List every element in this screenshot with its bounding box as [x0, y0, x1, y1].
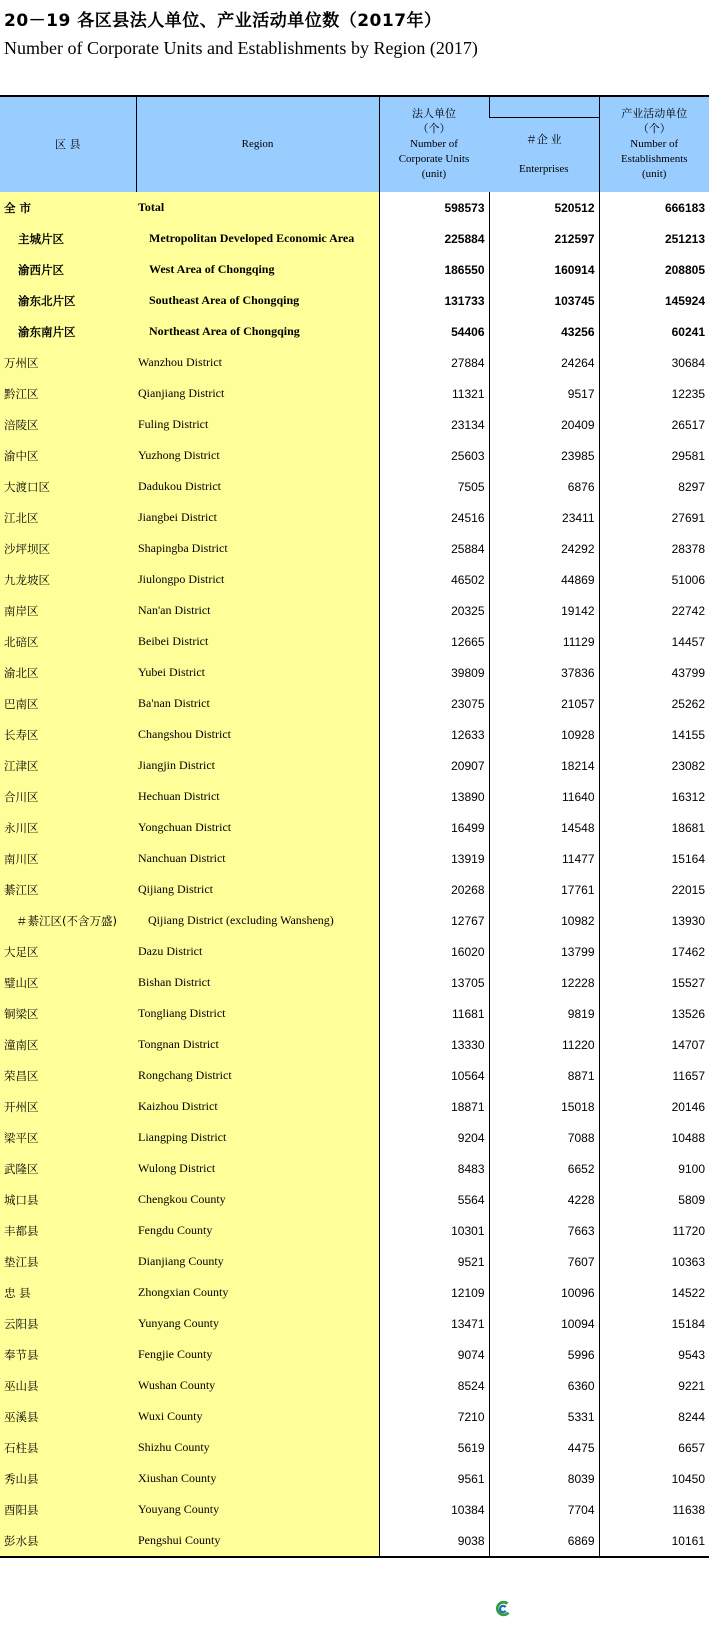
establishments-value: 9221	[599, 1370, 709, 1401]
table-header	[0, 96, 709, 192]
region-name-en: Liangping District	[136, 1122, 379, 1153]
corporate-units-value: 9074	[379, 1339, 489, 1370]
table-row	[0, 502, 709, 533]
region-name-zh: 永川区	[0, 812, 136, 843]
enterprises-value: 212597	[489, 223, 599, 254]
establishments-value: 14155	[599, 719, 709, 750]
region-name-zh: 开州区	[0, 1091, 136, 1122]
enterprises-value: 11129	[489, 626, 599, 657]
enterprises-value: 11477	[489, 843, 599, 874]
table-row	[0, 1029, 709, 1060]
establishments-value: 666183	[599, 192, 709, 223]
corporate-units-value: 10384	[379, 1494, 489, 1525]
corporate-units-value: 11321	[379, 378, 489, 409]
table-row	[0, 843, 709, 874]
header-ent-en: Enterprises	[519, 163, 569, 175]
region-name-zh: 涪陵区	[0, 409, 136, 440]
establishments-value: 14707	[599, 1029, 709, 1060]
table-row	[0, 905, 709, 936]
region-name-en: Pengshui County	[136, 1525, 379, 1557]
establishments-value: 25262	[599, 688, 709, 719]
enterprises-value: 23411	[489, 502, 599, 533]
enterprises-value: 18214	[489, 750, 599, 781]
region-name-en: Qianjiang District	[136, 378, 379, 409]
table-row	[0, 223, 709, 254]
enterprises-value: 7607	[489, 1246, 599, 1277]
corporate-units-value: 39809	[379, 657, 489, 688]
enterprises-value: 11220	[489, 1029, 599, 1060]
enterprises-value: 24292	[489, 533, 599, 564]
enterprises-value: 6360	[489, 1370, 599, 1401]
enterprises-value: 4228	[489, 1184, 599, 1215]
corporate-units-value: 25884	[379, 533, 489, 564]
region-name-en: Wuxi County	[136, 1401, 379, 1432]
corporate-units-value: 9204	[379, 1122, 489, 1153]
table-row	[0, 874, 709, 905]
corporate-units-value: 9561	[379, 1463, 489, 1494]
region-name-en: Kaizhou District	[136, 1091, 379, 1122]
region-name-en: Dianjiang County	[136, 1246, 379, 1277]
table-row	[0, 347, 709, 378]
region-name-zh: 潼南区	[0, 1029, 136, 1060]
establishments-value: 13526	[599, 998, 709, 1029]
region-name-zh: 巫山县	[0, 1370, 136, 1401]
region-name-en: Qijiang District	[136, 874, 379, 905]
region-name-zh: 北碚区	[0, 626, 136, 657]
corporate-units-value: 13890	[379, 781, 489, 812]
establishments-value: 9100	[599, 1153, 709, 1184]
enterprises-value: 13799	[489, 936, 599, 967]
table-row	[0, 688, 709, 719]
establishments-value: 51006	[599, 564, 709, 595]
corporate-units-value: 7505	[379, 471, 489, 502]
header-establishments	[599, 96, 709, 192]
corporate-units-value: 10301	[379, 1215, 489, 1246]
table-row	[0, 192, 709, 223]
region-name-zh: 江北区	[0, 502, 136, 533]
establishments-value: 11638	[599, 1494, 709, 1525]
region-name-zh: 渝北区	[0, 657, 136, 688]
corporate-units-value: 225884	[379, 223, 489, 254]
header-est-unit-zh: （个）	[637, 123, 671, 135]
region-name-en: Tongliang District	[136, 998, 379, 1029]
region-name-en: Rongchang District	[136, 1060, 379, 1091]
region-name-en: Shapingba District	[136, 533, 379, 564]
corporate-units-value: 131733	[379, 285, 489, 316]
enterprises-value: 43256	[489, 316, 599, 347]
establishments-value: 11657	[599, 1060, 709, 1091]
table-row	[0, 936, 709, 967]
region-name-en: Ba'nan District	[136, 688, 379, 719]
enterprises-value: 8039	[489, 1463, 599, 1494]
enterprises-value: 15018	[489, 1091, 599, 1122]
corporate-units-value: 13471	[379, 1308, 489, 1339]
enterprises-value: 7088	[489, 1122, 599, 1153]
enterprises-value: 12228	[489, 967, 599, 998]
establishments-value: 6657	[599, 1432, 709, 1463]
table-row	[0, 750, 709, 781]
corporate-units-value: 598573	[379, 192, 489, 223]
enterprises-value: 10096	[489, 1277, 599, 1308]
table-row	[0, 1153, 709, 1184]
table-row	[0, 378, 709, 409]
header-est-en-1: Number of	[630, 138, 679, 150]
stats-logo-icon	[494, 1600, 512, 1618]
establishments-value: 23082	[599, 750, 709, 781]
establishments-value: 43799	[599, 657, 709, 688]
establishments-value: 18681	[599, 812, 709, 843]
table-row	[0, 1277, 709, 1308]
corporate-units-value: 10564	[379, 1060, 489, 1091]
corporate-units-value: 13919	[379, 843, 489, 874]
table-row	[0, 471, 709, 502]
establishments-value: 30684	[599, 347, 709, 378]
enterprises-value: 5996	[489, 1339, 599, 1370]
table-row	[0, 1091, 709, 1122]
region-name-en: Yuzhong District	[136, 440, 379, 471]
establishments-value: 22742	[599, 595, 709, 626]
region-name-zh: 綦江区	[0, 874, 136, 905]
corporate-units-value: 12633	[379, 719, 489, 750]
corporate-units-value: 23075	[379, 688, 489, 719]
region-name-zh: 主城片区	[0, 223, 136, 254]
region-name-en: Tongnan District	[136, 1029, 379, 1060]
table-row	[0, 409, 709, 440]
region-name-en: Wulong District	[136, 1153, 379, 1184]
region-name-en: Yubei District	[136, 657, 379, 688]
enterprises-value: 11640	[489, 781, 599, 812]
region-name-en: Changshou District	[136, 719, 379, 750]
region-name-en: Hechuan District	[136, 781, 379, 812]
enterprises-value: 103745	[489, 285, 599, 316]
region-name-en: Bishan District	[136, 967, 379, 998]
corporate-units-value: 5619	[379, 1432, 489, 1463]
header-region-en: Region	[136, 96, 379, 192]
page-title-zh: 20－19 各区县法人单位、产业活动单位数（2017年）	[4, 11, 442, 31]
enterprises-value: 7663	[489, 1215, 599, 1246]
establishments-value: 28378	[599, 533, 709, 564]
establishments-value: 15527	[599, 967, 709, 998]
enterprises-value: 23985	[489, 440, 599, 471]
establishments-value: 5809	[599, 1184, 709, 1215]
table-row	[0, 1525, 709, 1557]
region-name-en: Fengdu County	[136, 1215, 379, 1246]
header-enterprises	[489, 118, 599, 193]
region-name-en: Southeast Area of Chongqing	[136, 285, 379, 316]
region-name-en: Metropolitan Developed Economic Area	[136, 223, 379, 254]
establishments-value: 13930	[599, 905, 709, 936]
enterprises-value: 21057	[489, 688, 599, 719]
header-corporate-units	[379, 96, 489, 192]
enterprises-value: 24264	[489, 347, 599, 378]
header-corp-en-3: (unit)	[421, 168, 447, 180]
table-row	[0, 440, 709, 471]
region-units-table	[0, 95, 709, 1558]
corporate-units-value: 8524	[379, 1370, 489, 1401]
region-name-en: Jiangjin District	[136, 750, 379, 781]
enterprises-value: 160914	[489, 254, 599, 285]
corporate-units-value: 12767	[379, 905, 489, 936]
enterprises-value: 6652	[489, 1153, 599, 1184]
enterprises-value: 6876	[489, 471, 599, 502]
corporate-units-value: 9038	[379, 1525, 489, 1557]
region-name-zh: 长寿区	[0, 719, 136, 750]
region-name-zh: 垫江县	[0, 1246, 136, 1277]
table-row	[0, 316, 709, 347]
region-name-en: Qijiang District (excluding Wansheng)	[136, 905, 379, 936]
enterprises-value: 6869	[489, 1525, 599, 1557]
region-name-zh: 全 市	[0, 192, 136, 223]
table-row	[0, 533, 709, 564]
region-name-zh: 沙坪坝区	[0, 533, 136, 564]
region-name-en: Youyang County	[136, 1494, 379, 1525]
header-corp-en-1: Number of	[410, 138, 458, 150]
establishments-value: 15184	[599, 1308, 709, 1339]
establishments-value: 10161	[599, 1525, 709, 1557]
region-name-en: Dadukou District	[136, 471, 379, 502]
corporate-units-value: 46502	[379, 564, 489, 595]
enterprises-value: 19142	[489, 595, 599, 626]
region-name-zh: 云阳县	[0, 1308, 136, 1339]
region-name-zh: 万州区	[0, 347, 136, 378]
region-name-zh: 奉节县	[0, 1339, 136, 1370]
table-row	[0, 595, 709, 626]
region-name-en: Jiulongpo District	[136, 564, 379, 595]
establishments-value: 8244	[599, 1401, 709, 1432]
region-name-zh: 渝西片区	[0, 254, 136, 285]
region-name-zh: 大渡口区	[0, 471, 136, 502]
region-name-zh: 彭水县	[0, 1525, 136, 1557]
table-row	[0, 1122, 709, 1153]
establishments-value: 60241	[599, 316, 709, 347]
establishments-value: 251213	[599, 223, 709, 254]
establishments-value: 10363	[599, 1246, 709, 1277]
enterprises-value: 14548	[489, 812, 599, 843]
corporate-units-value: 11681	[379, 998, 489, 1029]
corporate-units-value: 7210	[379, 1401, 489, 1432]
corporate-units-value: 9521	[379, 1246, 489, 1277]
table-row	[0, 1060, 709, 1091]
region-name-zh: 渝中区	[0, 440, 136, 471]
table-row	[0, 626, 709, 657]
region-name-zh: 秀山县	[0, 1463, 136, 1494]
table-body	[0, 192, 709, 1557]
table-row	[0, 657, 709, 688]
header-corp-zh: 法人单位	[412, 108, 456, 120]
table-row	[0, 564, 709, 595]
corporate-units-value: 20268	[379, 874, 489, 905]
table-row	[0, 812, 709, 843]
corporate-units-value: 27884	[379, 347, 489, 378]
corporate-units-value: 25603	[379, 440, 489, 471]
header-corp-en-2: Corporate Units	[398, 153, 470, 165]
enterprises-value: 10928	[489, 719, 599, 750]
region-name-en: Northeast Area of Chongqing	[136, 316, 379, 347]
establishments-value: 17462	[599, 936, 709, 967]
corporate-units-value: 20907	[379, 750, 489, 781]
establishments-value: 208805	[599, 254, 709, 285]
region-name-en: Fuling District	[136, 409, 379, 440]
table-row	[0, 1215, 709, 1246]
region-name-en: Wanzhou District	[136, 347, 379, 378]
region-name-zh: 南岸区	[0, 595, 136, 626]
enterprises-value: 37836	[489, 657, 599, 688]
region-name-en: Total	[136, 192, 379, 223]
corporate-units-value: 5564	[379, 1184, 489, 1215]
region-name-zh: 武隆区	[0, 1153, 136, 1184]
region-name-en: Dazu District	[136, 936, 379, 967]
enterprises-value: 520512	[489, 192, 599, 223]
table-row	[0, 254, 709, 285]
table-row	[0, 998, 709, 1029]
region-name-zh: 合川区	[0, 781, 136, 812]
establishments-value: 10488	[599, 1122, 709, 1153]
enterprises-value: 4475	[489, 1432, 599, 1463]
table-row	[0, 1308, 709, 1339]
establishments-value: 145924	[599, 285, 709, 316]
table-row	[0, 1370, 709, 1401]
region-name-en: Beibei District	[136, 626, 379, 657]
corporate-units-value: 20325	[379, 595, 489, 626]
region-name-zh: 黔江区	[0, 378, 136, 409]
establishments-value: 15164	[599, 843, 709, 874]
page-title-en: Number of Corporate Units and Establishments by Region (2017)	[4, 38, 478, 58]
enterprises-value: 10094	[489, 1308, 599, 1339]
enterprises-value: 44869	[489, 564, 599, 595]
enterprises-value: 5331	[489, 1401, 599, 1432]
enterprises-value: 9517	[489, 378, 599, 409]
region-name-zh: 丰都县	[0, 1215, 136, 1246]
table-row	[0, 1463, 709, 1494]
header-est-en-2: Establishments	[620, 153, 688, 165]
establishments-value: 29581	[599, 440, 709, 471]
region-name-zh: 城口县	[0, 1184, 136, 1215]
region-name-en: Yunyang County	[136, 1308, 379, 1339]
enterprises-value: 8871	[489, 1060, 599, 1091]
establishments-value: 11720	[599, 1215, 709, 1246]
corporate-units-value: 16020	[379, 936, 489, 967]
header-corp-unit-zh: （个）	[417, 123, 451, 135]
header-est-en-3: (unit)	[642, 168, 667, 180]
header-ent-zh: ＃企 业	[525, 134, 562, 146]
region-name-zh: 璧山区	[0, 967, 136, 998]
establishments-value: 8297	[599, 471, 709, 502]
region-name-zh: 梁平区	[0, 1122, 136, 1153]
enterprises-value: 9819	[489, 998, 599, 1029]
corporate-units-value: 18871	[379, 1091, 489, 1122]
corporate-units-value: 12665	[379, 626, 489, 657]
header-ent-spacer	[489, 96, 599, 118]
region-name-zh: 铜梁区	[0, 998, 136, 1029]
table-row	[0, 1432, 709, 1463]
region-name-zh: 九龙坡区	[0, 564, 136, 595]
region-name-zh: 江津区	[0, 750, 136, 781]
header-region-zh: 区 县	[0, 96, 136, 192]
region-name-en: Shizhu County	[136, 1432, 379, 1463]
enterprises-value: 17761	[489, 874, 599, 905]
corporate-units-value: 13705	[379, 967, 489, 998]
enterprises-value: 10982	[489, 905, 599, 936]
corporate-units-value: 186550	[379, 254, 489, 285]
corporate-units-value: 54406	[379, 316, 489, 347]
corporate-units-value: 13330	[379, 1029, 489, 1060]
establishments-value: 10450	[599, 1463, 709, 1494]
region-name-zh: 南川区	[0, 843, 136, 874]
region-name-en: Fengjie County	[136, 1339, 379, 1370]
corporate-units-value: 24516	[379, 502, 489, 533]
region-name-zh: 渝东北片区	[0, 285, 136, 316]
region-name-en: Wushan County	[136, 1370, 379, 1401]
establishments-value: 26517	[599, 409, 709, 440]
region-name-zh: 忠 县	[0, 1277, 136, 1308]
region-name-en: Jiangbei District	[136, 502, 379, 533]
corporate-units-value: 23134	[379, 409, 489, 440]
table-row	[0, 285, 709, 316]
region-name-zh: 石柱县	[0, 1432, 136, 1463]
table-row	[0, 1401, 709, 1432]
region-name-zh: 渝东南片区	[0, 316, 136, 347]
table-row	[0, 967, 709, 998]
table-row	[0, 781, 709, 812]
region-name-zh: ＃綦江区(不含万盛)	[0, 905, 136, 936]
region-name-zh: 大足区	[0, 936, 136, 967]
establishments-value: 9543	[599, 1339, 709, 1370]
region-name-zh: 酉阳县	[0, 1494, 136, 1525]
table-row	[0, 719, 709, 750]
region-name-en: Zhongxian County	[136, 1277, 379, 1308]
region-name-en: Nanchuan District	[136, 843, 379, 874]
corporate-units-value: 12109	[379, 1277, 489, 1308]
establishments-value: 14522	[599, 1277, 709, 1308]
establishments-value: 27691	[599, 502, 709, 533]
enterprises-value: 7704	[489, 1494, 599, 1525]
establishments-value: 14457	[599, 626, 709, 657]
region-name-zh: 巫溪县	[0, 1401, 136, 1432]
region-name-en: Chengkou County	[136, 1184, 379, 1215]
header-est-zh: 产业活动单位	[621, 108, 688, 120]
region-name-zh: 巴南区	[0, 688, 136, 719]
region-name-en: Xiushan County	[136, 1463, 379, 1494]
table-row	[0, 1494, 709, 1525]
table-row	[0, 1184, 709, 1215]
region-name-zh: 荣昌区	[0, 1060, 136, 1091]
establishments-value: 12235	[599, 378, 709, 409]
establishments-value: 20146	[599, 1091, 709, 1122]
region-name-en: West Area of Chongqing	[136, 254, 379, 285]
table-row	[0, 1246, 709, 1277]
enterprises-value: 20409	[489, 409, 599, 440]
establishments-value: 16312	[599, 781, 709, 812]
corporate-units-value: 16499	[379, 812, 489, 843]
establishments-value: 22015	[599, 874, 709, 905]
region-name-en: Yongchuan District	[136, 812, 379, 843]
corporate-units-value: 8483	[379, 1153, 489, 1184]
table-row	[0, 1339, 709, 1370]
region-name-en: Nan'an District	[136, 595, 379, 626]
